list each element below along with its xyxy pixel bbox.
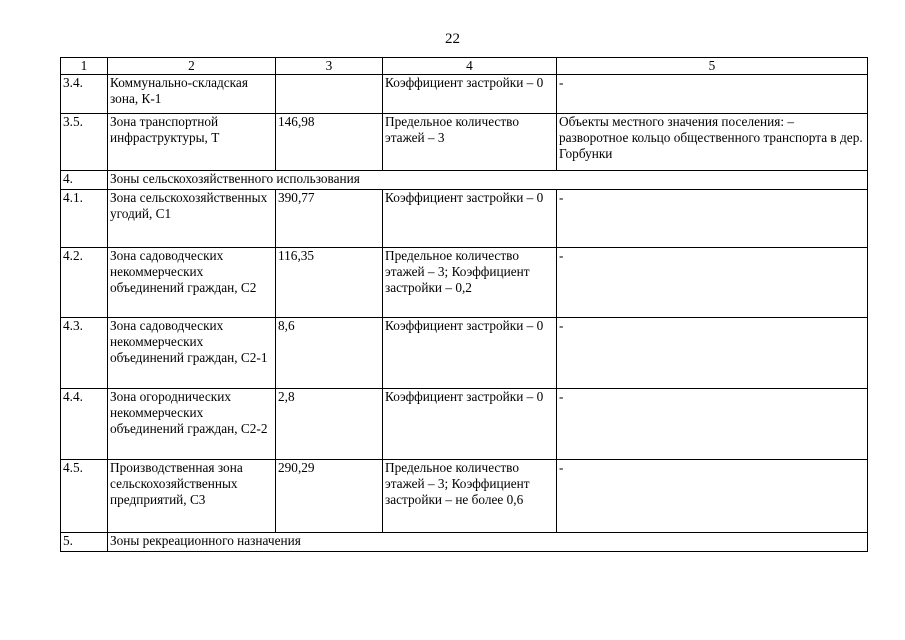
- column-header-1: 1: [61, 58, 108, 75]
- zone-objects: -: [557, 389, 868, 460]
- table-row: [61, 114, 868, 171]
- table-row: [61, 75, 868, 114]
- zone-name: Зона транспортной инфраструктуры, Т: [108, 114, 276, 171]
- column-header-4: 4: [383, 58, 557, 75]
- zone-objects: -: [557, 75, 868, 114]
- zone-name: Зона огороднических некоммерческих объединений граждан, С2-2: [108, 389, 276, 460]
- zone-objects: Объекты местного значения поселения: – разворотное кольцо общественного транспорта в дер. Горбунки: [557, 114, 868, 171]
- zone-parameters: Коэффициент застройки – 0: [383, 75, 557, 114]
- row-number: 5.: [61, 533, 108, 552]
- zone-objects: -: [557, 248, 868, 318]
- zone-parameters: Предельное количество этажей – 3; Коэффициент застройки – не более 0,6: [383, 460, 557, 533]
- zone-area: 8,6: [276, 318, 383, 389]
- table-row: [61, 318, 868, 389]
- zone-area: 116,35: [276, 248, 383, 318]
- zone-name: Зона садоводческих некоммерческих объединений граждан, С2: [108, 248, 276, 318]
- zone-parameters: Коэффициент застройки – 0: [383, 389, 557, 460]
- zone-objects: -: [557, 190, 868, 248]
- column-header-5: 5: [557, 58, 868, 75]
- zone-area: 146,98: [276, 114, 383, 171]
- section-title: Зоны сельскохозяйственного использования: [108, 171, 868, 190]
- zone-area: [276, 75, 383, 114]
- table-header-row: [61, 58, 868, 75]
- section-row: [61, 171, 868, 190]
- table-row: [61, 190, 868, 248]
- zones-table: [60, 57, 868, 552]
- zone-area: 2,8: [276, 389, 383, 460]
- section-title: Зоны рекреационного назначения: [108, 533, 868, 552]
- zone-name: Зона садоводческих некоммерческих объединений граждан, С2-1: [108, 318, 276, 389]
- row-number: 4.2.: [61, 248, 108, 318]
- zone-area: 290,29: [276, 460, 383, 533]
- row-number: 3.4.: [61, 75, 108, 114]
- zone-parameters: Предельное количество этажей – 3: [383, 114, 557, 171]
- row-number: 3.5.: [61, 114, 108, 171]
- page-number: 22: [445, 31, 460, 47]
- zone-parameters: Коэффициент застройки – 0: [383, 190, 557, 248]
- row-number: 4.: [61, 171, 108, 190]
- column-header-3: 3: [276, 58, 383, 75]
- zone-objects: -: [557, 318, 868, 389]
- zone-area: 390,77: [276, 190, 383, 248]
- zone-objects: -: [557, 460, 868, 533]
- row-number: 4.3.: [61, 318, 108, 389]
- zone-name: Зона сельскохозяйственных угодий, С1: [108, 190, 276, 248]
- table-row: [61, 248, 868, 318]
- zone-name: Производственная зона сельскохозяйственных предприятий, С3: [108, 460, 276, 533]
- row-number: 4.5.: [61, 460, 108, 533]
- zone-name: Коммунально-складская зона, К-1: [108, 75, 276, 114]
- zone-parameters: Предельное количество этажей – 3; Коэффициент застройки – 0,2: [383, 248, 557, 318]
- zone-parameters: Коэффициент застройки – 0: [383, 318, 557, 389]
- row-number: 4.1.: [61, 190, 108, 248]
- row-number: 4.4.: [61, 389, 108, 460]
- section-row: [61, 533, 868, 552]
- column-header-2: 2: [108, 58, 276, 75]
- table-row: [61, 460, 868, 533]
- table-row: [61, 389, 868, 460]
